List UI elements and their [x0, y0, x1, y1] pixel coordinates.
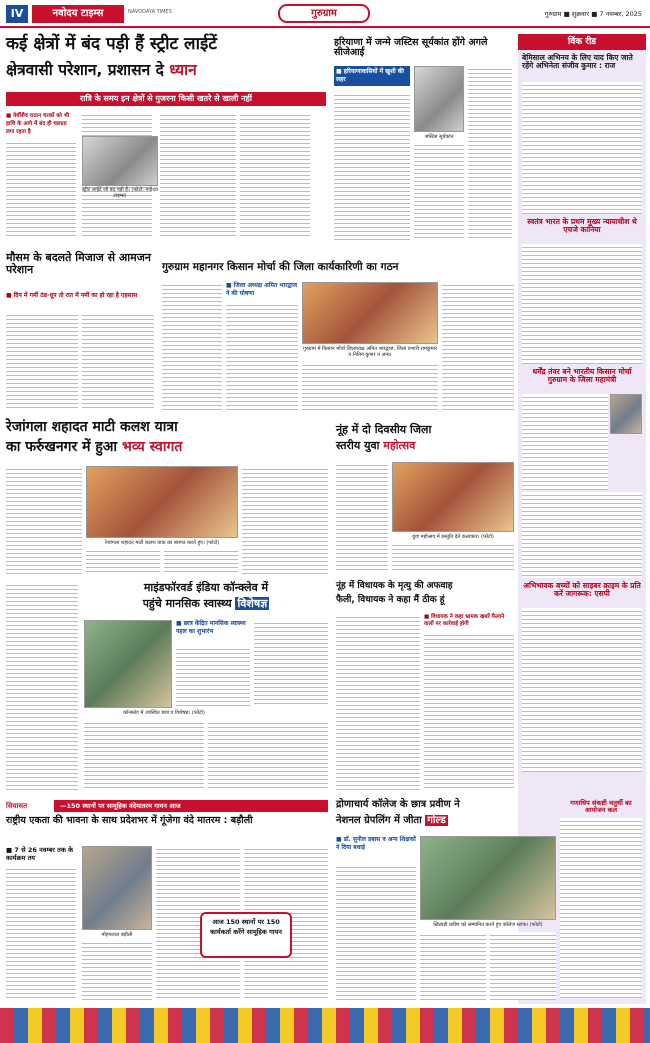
masthead: [0, 0, 650, 28]
ekta-bullet: ■ 7 से 26 नवम्बर तक के कार्यक्रम तय: [6, 846, 74, 862]
ekta-strap: —150 स्थानों पर सामूहिक वंदेमातरम गायन आज: [54, 800, 328, 812]
death-body-col1: [336, 614, 420, 790]
kisan-body-col3: [302, 362, 438, 410]
sidebar-story4-head: अभिभावक बच्चों को साइबर क्राइम के प्रति करें जागरूक: एसपी: [523, 581, 641, 598]
justice-body-col3: [468, 66, 512, 240]
drona-headline-2: [336, 816, 558, 827]
lead-bullet: ■ वेर्धीशैव राठान चरकों को भी हाथि के आगे में बंद ही चलाता लगा रहता है: [6, 113, 70, 135]
weather-body-col2: [82, 312, 154, 410]
justice-body-col1: [334, 92, 410, 240]
mindforward-body-col4: [208, 720, 328, 790]
mindforward-kicker: ■ छात्र केंद्रित मानसिक स्वास्थ्य पहल का शुभारंभ: [176, 620, 246, 635]
rezangla-body-col1: [6, 466, 82, 574]
rezangla-headline-1: रेजांगला शहादत माटी कलश यात्रा: [6, 419, 178, 435]
rezangla-headline-2-accent: भव्य स्वागत: [121, 439, 183, 455]
youth-photo: [392, 462, 514, 532]
justice-kicker: ■ हरियाणावासियों में खुशी की लहर: [334, 66, 410, 86]
death-kicker: ■ विधायक ने कहा भ्रामक खबरें फैलाने वालों पर कार्रवाई होगी: [424, 614, 505, 627]
drona-photo: [420, 836, 556, 920]
drona-body-col2: [420, 932, 486, 1000]
youth-headline-2-main: स्तरीय युवा: [336, 439, 384, 452]
weather-bullet: ■ दिन में गर्मी ठंड-धूप तो रात में नमीं का हो रहा है एहसास: [6, 292, 138, 299]
ekta-highlight-box: आज 150 स्थानों पर 150 कार्यकर्ता करेंगे सामूहिक गायन: [200, 912, 292, 958]
rezangla-headline-2-main: का फर्रुखनगर में हुआ: [6, 439, 122, 455]
drona-headline-1: द्रोणाचार्य कॉलेज के छात्र प्रवीण ने: [336, 799, 460, 810]
lead-strap: रात्रि के समय इन क्षेत्रों से गुजरना किसी खतरे से खाली नहीं: [6, 92, 326, 106]
sidebar-title: विंक रीड: [518, 34, 646, 50]
sidebar-story4-body: [522, 608, 642, 772]
sidebar-story2-head: स्वतंत्र भारत के प्रथम मुख्य न्यायाधीश थे एचजे कानिया: [527, 217, 637, 234]
death-headline-1: नूंह में विधायक के मृत्यु की अफवाह: [336, 581, 453, 591]
kisan-headline: गुरुग्राम महानगर किसान मोर्चा की जिला कार्यकारिणी का गठन: [162, 261, 399, 273]
rezangla-photo: [86, 466, 238, 538]
rezangla-headline-2: [6, 440, 330, 455]
justice-photo: [414, 66, 464, 132]
ekta-headline: राष्ट्रीय एकता की भावना के साथ प्रदेशभर में गूंजेगा वंदे मातरम : बड़ौली: [6, 815, 253, 826]
drona-headline-2-main: नेशनल ग्रेपलिंग में जीता: [336, 815, 426, 826]
youth-headline-1: नूंह में दो दिवसीय जिला: [336, 423, 432, 436]
mindforward-headline-2-accent: विशेषज्ञ: [237, 597, 268, 610]
sidebar-story3-body2: [522, 492, 642, 578]
death-headline-2: फैली, विधायक ने कहा मैं ठीक हूं: [336, 595, 445, 605]
lead-headline-1: कई क्षेत्रों में बंद पड़ी हैं स्ट्रीट लाईटें: [6, 34, 217, 54]
kisan-photo-caption: गुरुग्राम में किसान मोर्चा जिलाध्यक्ष अमित भारद्वाज, जिला प्रभारी रामकुमार व नितिन कुमार व अन्य।: [302, 346, 438, 358]
rezangla-photo-caption: रेजांगला शहादत माटी कलश यात्रा का स्वागत करते हुए। (फोटो): [104, 540, 220, 546]
lead-body-col1: [6, 140, 76, 238]
page-number: IV: [6, 5, 28, 23]
rezangla-body-col3: [164, 548, 238, 574]
kisan-body-col1: [162, 282, 222, 410]
death-body-col2: [424, 632, 514, 790]
sidebar-story2-body: [522, 244, 642, 364]
kisan-kicker: ■ जिला अध्यक्ष अमित भारद्वाज ने की घोषणा: [226, 282, 298, 297]
sidebar-story1-body: [522, 82, 642, 214]
youth-headline-2-accent: महोत्सव: [383, 439, 416, 452]
ekta-body-col2: [82, 940, 152, 1000]
kisan-body-col4: [442, 282, 514, 410]
drona-headline-2-accent: गोल्ड: [427, 815, 446, 826]
sidebar-story5-head: गणाधिप संकष्टी चतुर्थी का आयोजन कल: [570, 799, 632, 814]
kisan-body-col2: [226, 302, 298, 410]
justice-photo-caption: जस्टिस सूर्यकांत: [424, 134, 454, 140]
mindforward-headline-2: [84, 598, 328, 610]
sidebar-story3-head: धर्मेंद्र तंवर बने भारतीय किसान मोर्चा गुरुग्राम के जिला महामंत्री: [532, 367, 632, 384]
mindforward-body-col2: [254, 620, 328, 706]
lead-body-col4: [240, 112, 310, 238]
newspaper-brand: नवोदय टाइम्स: [32, 5, 124, 23]
drona-kicker: ■ डॉ. सुनील डबास व अन्य शिक्षकों ने दिया बधाई: [336, 836, 416, 851]
sidebar-story3-photo: [610, 394, 642, 434]
mindforward-photo-caption: कॉन्क्लेव में उपस्थित छात्र व विशेषज्ञ। (फोटो): [123, 710, 205, 716]
footer-band: [0, 1008, 650, 1043]
ekta-photo: [82, 846, 152, 930]
streetlight-photo-caption: स्ट्रीट लाईटें जो बंद पड़ी हैं। (फोटो: नवोदय टाइम्स): [82, 187, 158, 199]
issue-date: गुरुग्राम ■ शुक्रवार ■ 7 नवम्बर, 2025: [544, 10, 642, 18]
lead-body-col3: [160, 112, 236, 238]
lead-headline-2: [6, 62, 326, 78]
left-brief-body: [6, 582, 78, 790]
drona-body-col3: [490, 932, 556, 1000]
mindforward-body-col1: [176, 646, 250, 706]
ekta-photo-caption: मोहनलाल बड़ौली: [101, 932, 133, 938]
mindforward-headline-2-main: पहुंचे मानसिक स्वास्थ्य: [142, 597, 236, 610]
justice-headline: हरियाणा में जन्मे जस्टिस सूर्यकांत होंगे अगले सीजेआई: [334, 37, 488, 58]
weather-headline: मौसम के बदलते मिजाज से आमजन परेशान: [6, 251, 152, 276]
lead-headline-2-accent: ध्यान: [169, 61, 197, 79]
mindforward-headline-1: माइंडफॉरवर्ड इंडिया कॉन्क्लेव में: [143, 581, 269, 594]
mindforward-body-col3: [84, 720, 204, 790]
rezangla-body-col2: [86, 548, 160, 574]
youth-body-col2: [392, 542, 514, 572]
ekta-body-col1: [6, 866, 76, 1000]
sidebar-story5-body: [560, 818, 642, 998]
youth-body-col1: [336, 462, 388, 572]
streetlight-photo: [82, 136, 158, 186]
drona-photo-caption: खिलाड़ी प्रवीण को सम्मानित करते हुए कॉलेज स्टाफ। (फोटो): [433, 922, 543, 928]
justice-body-col2: [414, 142, 464, 240]
youth-photo-caption: युवा महोत्सव में प्रस्तुति देते कलाकार। (फोटो): [412, 534, 494, 540]
youth-headline-2: [336, 440, 514, 452]
weather-body-col1: [6, 312, 78, 410]
mindforward-photo: [84, 620, 172, 708]
sidebar-story3-body: [522, 394, 608, 490]
drona-body-col1: [336, 864, 416, 1000]
ekta-tag: सियासत: [6, 802, 28, 810]
lead-headline-2-main: क्षेत्रवासी परेशान, प्रशासन दे: [6, 61, 170, 79]
city-tab: गुरुग्राम: [278, 4, 370, 23]
rezangla-body-col4: [242, 466, 328, 574]
sidebar-story1-head: बेमिसाल अभिनय के लिए याद किए जाते रहेंगे अभिनेता संजीव कुमार : राज: [522, 53, 633, 70]
brand-tagline: NAVODAYA TIMES: [128, 9, 172, 15]
kisan-photo: [302, 282, 438, 344]
